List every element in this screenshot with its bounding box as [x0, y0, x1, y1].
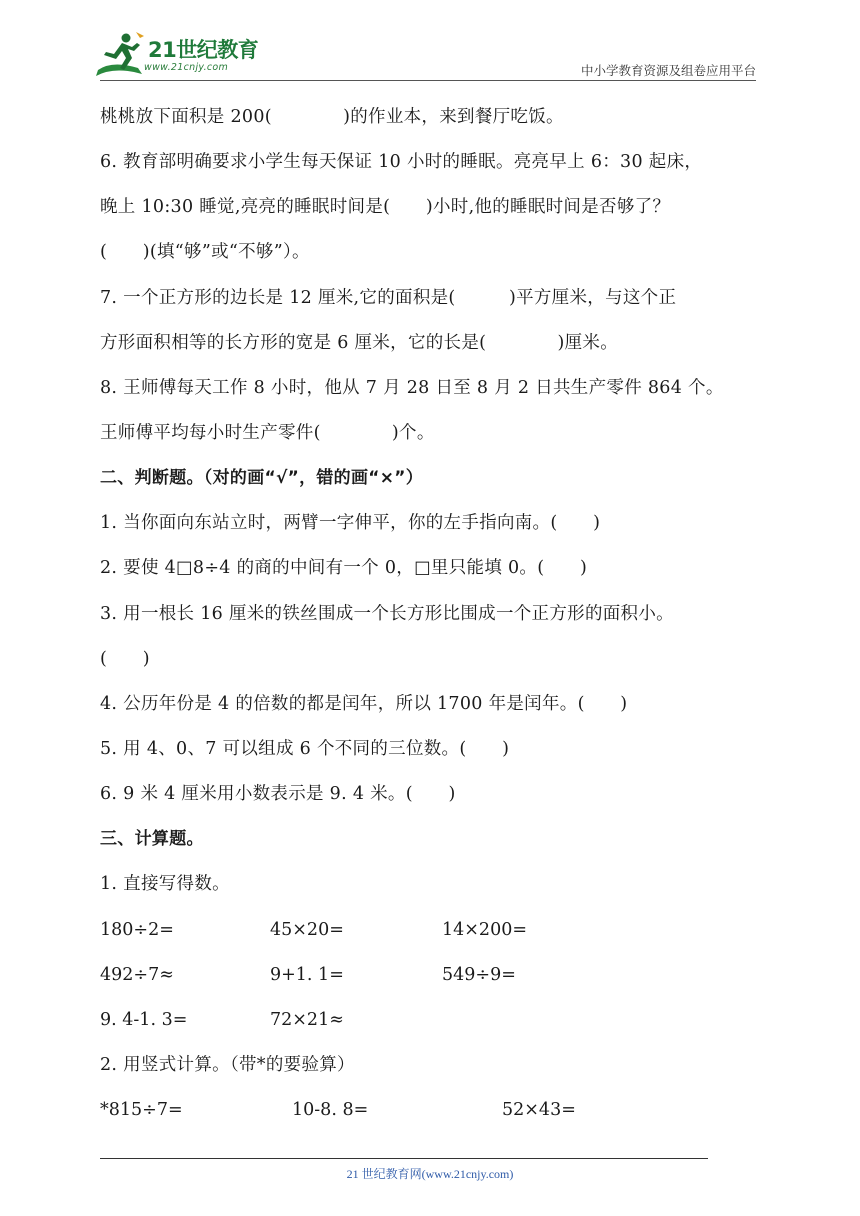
question-8-line-1: 8. 王师傅每天工作 8 小时，他从 7 月 28 日至 8 月 2 日共生产零件 864 个。 [100, 378, 724, 398]
calc-problem: 492÷7≈ [100, 965, 174, 985]
logo-url: www.21cnjy.com [144, 62, 229, 73]
judgment-item-6: 6. 9 米 4 厘米用小数表示是 9. 4 米。( ) [100, 784, 456, 804]
calc-sub-1: 1. 直接写得数。 [100, 874, 230, 894]
calc-problem: 45×20= [270, 920, 344, 940]
judgment-item-4: 4. 公历年份是 4 的倍数的都是闰年，所以 1700 年是闰年。( ) [100, 694, 628, 714]
page-header [0, 0, 860, 84]
calc-problem: 14×200= [442, 920, 527, 940]
footer-link[interactable]: 21 世纪教育网(www.21cnjy.com) [346, 1167, 514, 1181]
vertical-calc-problem: *815÷7= [100, 1100, 183, 1120]
section-judgment-title: 二、判断题。（对的画“√”，错的画“×”） [100, 468, 424, 488]
question-6-line-1: 6. 教育部明确要求小学生每天保证 10 小时的睡眠。亮亮早上 6：30 起床， [100, 152, 703, 172]
runner-logo-icon [92, 30, 152, 78]
judgment-item-2: 2. 要使 4□8÷4 的商的中间有一个 0，□里只能填 0。( ) [100, 558, 588, 578]
logo-text: 21世纪教育 [148, 38, 259, 62]
judgment-item-5: 5. 用 4、0、7 可以组成 6 个不同的三位数。( ) [100, 739, 510, 759]
section-calc-title: 三、计算题。 [100, 829, 204, 849]
calc-problem: 72×21≈ [270, 1010, 344, 1030]
calc-problem: 180÷2= [100, 920, 174, 940]
judgment-item-1: 1. 当你面向东站立时，两臂一字伸平，你的左手指向南。( ) [100, 513, 601, 533]
footer-divider [100, 1158, 708, 1159]
platform-name: 中小学教育资源及组卷应用平台 [580, 63, 756, 78]
question-6-line-3: ( )(填“够”或“不够”）。 [100, 242, 310, 262]
calc-problem: 9+1. 1= [270, 965, 344, 985]
judgment-item-3-blank: ( ) [100, 649, 150, 669]
header-divider [100, 80, 756, 81]
calc-sub-2: 2. 用竖式计算。（带*的要验算） [100, 1055, 355, 1075]
question-8-line-2: 王师傅平均每小时生产零件( )个。 [100, 423, 435, 443]
calc-problem: 9. 4-1. 3= [100, 1010, 188, 1030]
question-6-line-2: 晚上 10:30 睡觉,亮亮的睡眠时间是( )小时,他的睡眠时间是否够了？ [100, 197, 671, 217]
text-line: 桃桃放下面积是 200( )的作业本，来到餐厅吃饭。 [100, 107, 564, 127]
vertical-calc-problem: 52×43= [502, 1100, 576, 1120]
judgment-item-3: 3. 用一根长 16 厘米的铁丝围成一个长方形比围成一个正方形的面积小。 [100, 604, 674, 624]
site-logo[interactable] [92, 30, 272, 80]
question-7-line-1: 7. 一个正方形的边长是 12 厘米,它的面积是( )平方厘米，与这个正 [100, 288, 677, 308]
question-7-line-2: 方形面积相等的长方形的宽是 6 厘米，它的长是( )厘米。 [100, 333, 619, 353]
vertical-calc-problem: 10-8. 8= [292, 1100, 369, 1120]
calc-problem: 549÷9= [442, 965, 516, 985]
